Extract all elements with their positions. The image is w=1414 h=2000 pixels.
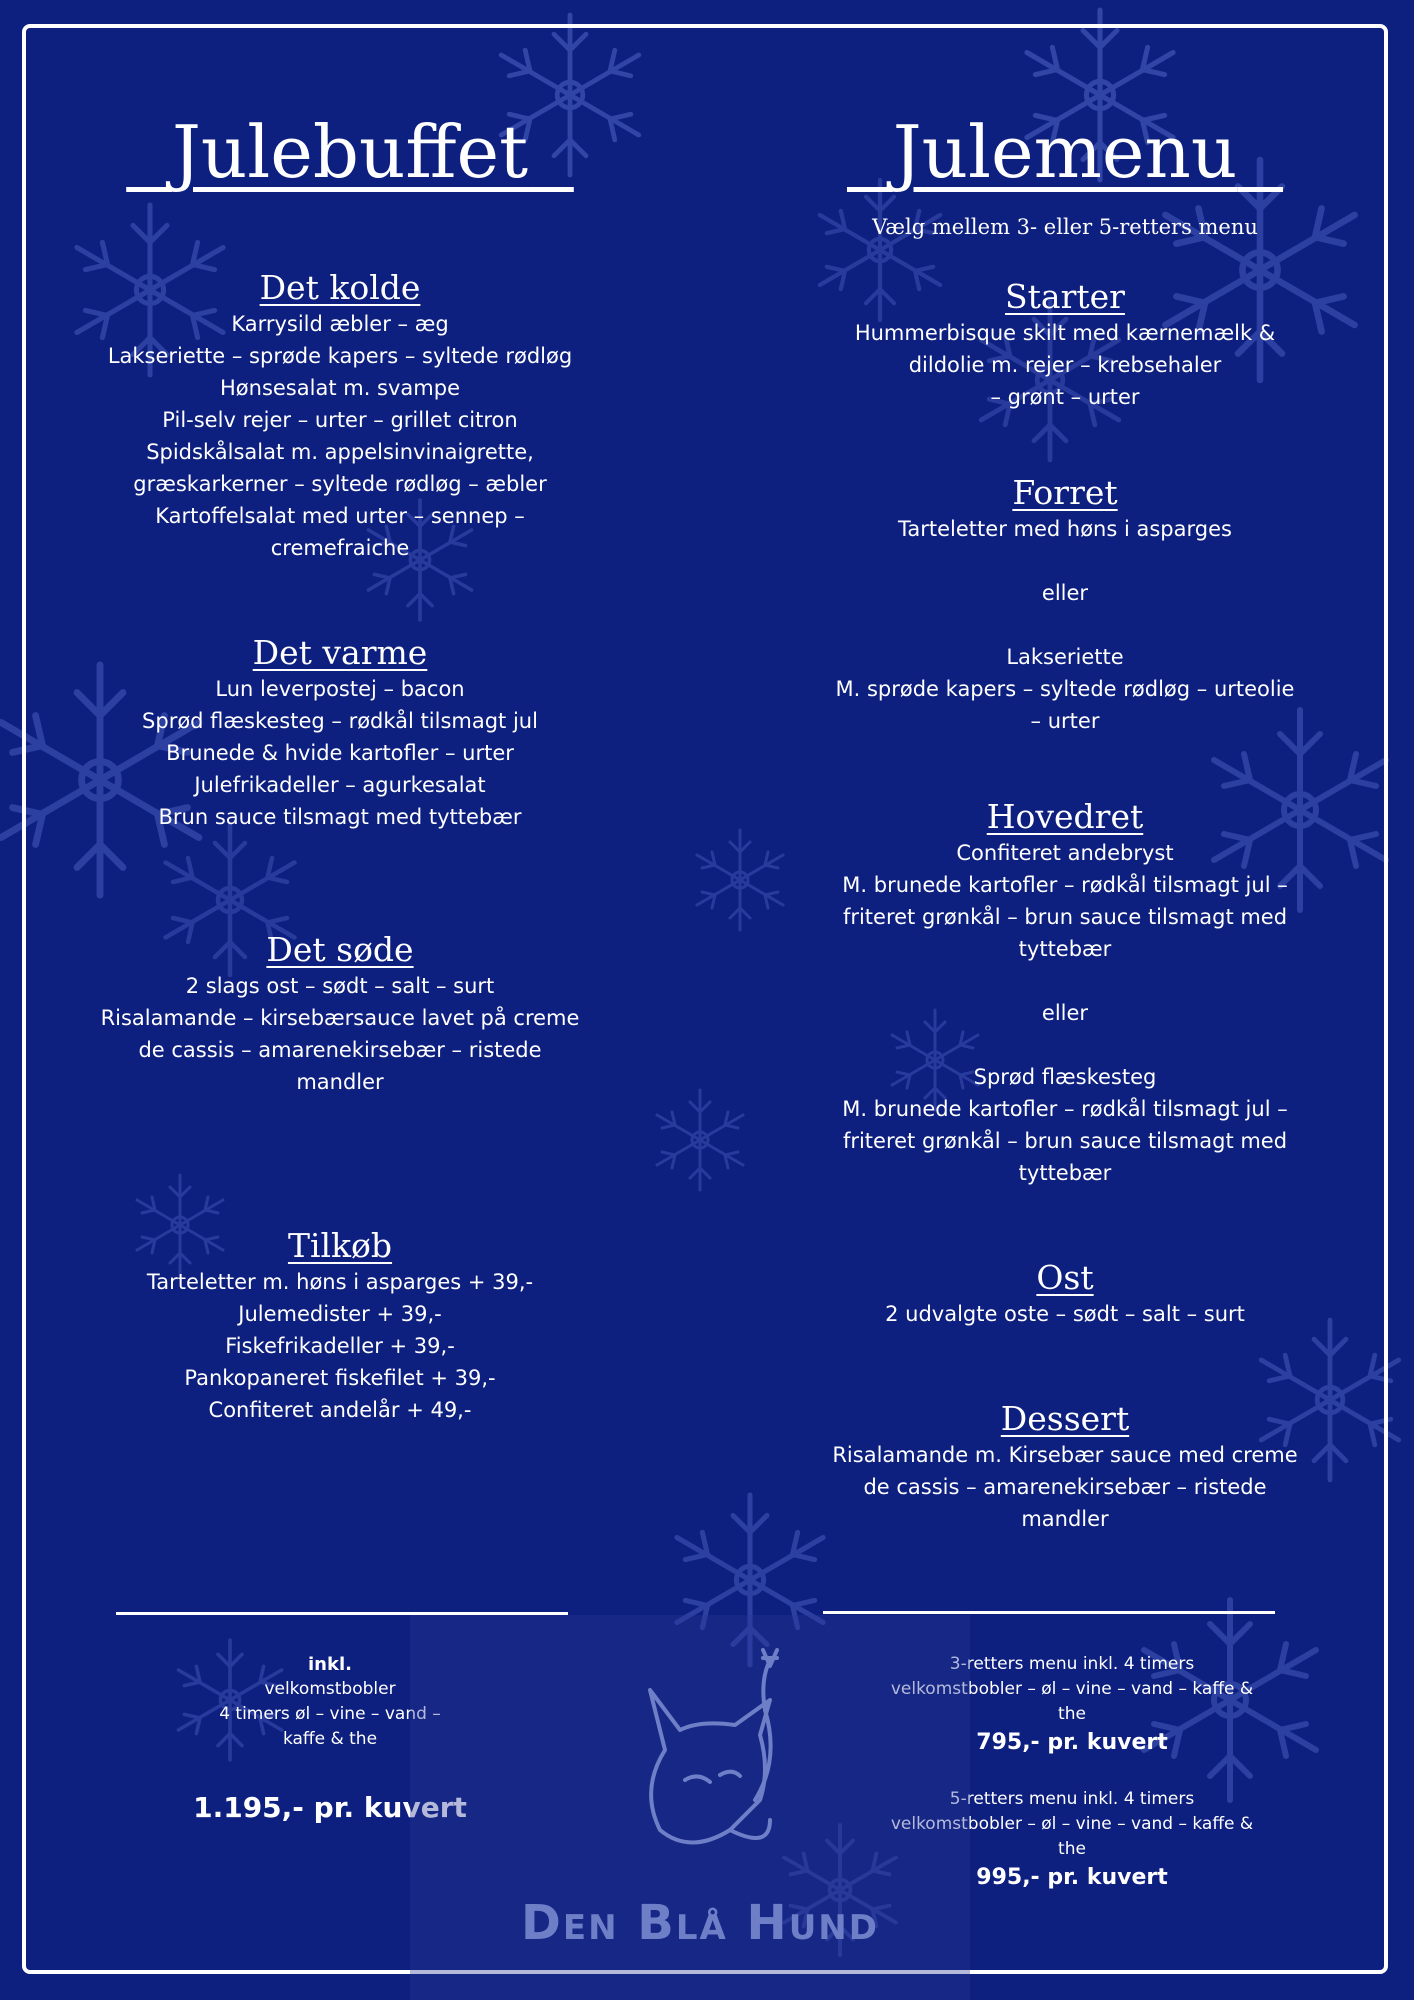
menu-price-5-amount: 995,- pr. kuvert (976, 1865, 1168, 1890)
list-item: the (1058, 1839, 1086, 1859)
list-item: Brun sauce tilsmagt med tyttebær (158, 805, 522, 829)
list-item: Confiteret andelår + 49,- (208, 1398, 472, 1422)
section-items (80, 1266, 600, 1426)
list-item: Fiskefrikadeller + 39,- (225, 1334, 455, 1358)
list-item: 2 udvalgte oste – sødt – salt – surt (885, 1302, 1245, 1326)
list-item: Hønsesalat m. svampe (220, 376, 460, 400)
list-item: Tarteletter m. høns i asparges + 39,- (146, 1270, 534, 1294)
list-item: Julemedister + 39,- (238, 1302, 442, 1326)
list-item: Tarteletter med høns i asparges (898, 517, 1232, 541)
menu-title: Julemenu (892, 110, 1238, 194)
section-heading: Det kolde (259, 268, 421, 307)
list-item (800, 609, 1330, 641)
buffet-title: Julebuffet (171, 110, 529, 194)
section-items (800, 317, 1330, 413)
section-heading: Ost (1036, 1258, 1094, 1297)
list-item: de cassis – amarenekirsebær – ristede (138, 1038, 542, 1062)
list-item: Sprød flæskesteg – rødkål tilsmagt jul (142, 709, 538, 733)
list-item: Risalamande m. Kirsebær sauce med creme (832, 1443, 1298, 1467)
list-item: Confiteret andebryst (956, 841, 1174, 865)
section-heading: Tilkøb (287, 1226, 393, 1265)
list-item: Hummerbisque skilt med kærnemælk & (854, 321, 1276, 345)
section-heading: Forret (1012, 473, 1118, 512)
incl-label: inkl. (308, 1654, 352, 1675)
list-item: – urter (1030, 709, 1100, 733)
list-item: M. sprøde kapers – syltede rødløg – urteolie (835, 677, 1295, 701)
section-starter (800, 277, 1330, 413)
section-heading: Det varme (252, 633, 428, 672)
list-item: Lakseriette – sprøde kapers – syltede rødløg (107, 344, 573, 368)
menu-subtitle: Vælg mellem 3- eller 5-retters menu (872, 215, 1258, 239)
list-item (800, 545, 1330, 577)
list-item: 3-retters menu inkl. 4 timers (949, 1654, 1195, 1674)
section-ost (800, 1258, 1330, 1330)
section-det-kolde (80, 268, 600, 564)
list-item: 5-retters menu inkl. 4 timers (949, 1789, 1195, 1809)
section-heading: Starter (1005, 277, 1125, 316)
fox-logo-icon (620, 1640, 800, 1870)
list-item: mandler (1021, 1507, 1109, 1531)
section-dessert (800, 1399, 1330, 1535)
list-item: the (1058, 1704, 1086, 1724)
buffet-price: 1.195,- pr. kuvert (193, 1791, 467, 1824)
section-items (800, 513, 1330, 737)
list-item: velkomstbobler (264, 1679, 396, 1699)
section-items (80, 673, 600, 833)
list-item: Pankopaneret fiskefilet + 39,- (184, 1366, 496, 1390)
section-items (80, 970, 600, 1098)
list-item: friteret grønkål – brun sauce tilsmagt med (842, 905, 1288, 929)
list-item: Kartoffelsalat med urter – sennep – (155, 504, 525, 528)
logo-text: Den Blå Hund (521, 1895, 879, 1951)
list-item: eller (1041, 581, 1089, 605)
list-item: tyttebær (1018, 937, 1112, 961)
list-item (800, 1029, 1330, 1061)
list-item: Spidskålsalat m. appelsinvinaigrette, (146, 440, 534, 464)
list-item: velkomstbobler – øl – vine – vand – kaffe & (890, 1814, 1254, 1834)
list-item: cremefraiche (270, 536, 410, 560)
list-item: M. brunede kartofler – rødkål tilsmagt jul – (842, 873, 1288, 897)
list-item: Risalamande – kirsebærsauce lavet på creme (100, 1006, 580, 1030)
list-item: dildolie m. rejer – krebsehaler (908, 353, 1222, 377)
list-item: mandler (296, 1070, 384, 1094)
list-item: eller (1041, 1001, 1089, 1025)
section-items (80, 308, 600, 564)
list-item: Brunede & hvide kartofler – urter (166, 741, 514, 765)
section-items (800, 1298, 1330, 1330)
list-item (800, 965, 1330, 997)
section-det-sode (80, 930, 600, 1098)
section-det-varme (80, 633, 600, 833)
list-item: 4 timers øl – vine – vand – (219, 1704, 441, 1724)
section-heading: Dessert (1000, 1399, 1130, 1438)
section-hovedret (800, 797, 1330, 1189)
list-item: kaffe & the (282, 1729, 378, 1749)
list-item: Karrysild æbler – æg (231, 312, 449, 336)
section-forret (800, 473, 1330, 737)
section-heading: Det søde (266, 930, 414, 969)
list-item: Lakseriette (1006, 645, 1124, 669)
list-item: Lun leverpostej – bacon (215, 677, 465, 701)
list-item: friteret grønkål – brun sauce tilsmagt med (842, 1129, 1288, 1153)
list-item: velkomstbobler – øl – vine – vand – kaffe & (890, 1679, 1254, 1699)
section-tilkob (80, 1226, 600, 1426)
list-item: Julefrikadeller – agurkesalat (194, 773, 486, 797)
list-item: Sprød flæskesteg (973, 1065, 1157, 1089)
list-item: de cassis – amarenekirsebær – ristede (863, 1475, 1267, 1499)
list-item: 2 slags ost – sødt – salt – surt (185, 974, 495, 998)
list-item: Pil-selv rejer – urter – grillet citron (162, 408, 518, 432)
section-items (800, 837, 1330, 1189)
list-item: græskarkerner – syltede rødløg – æbler (133, 472, 547, 496)
right-divider (823, 1611, 1275, 1614)
list-item: tyttebær (1018, 1161, 1112, 1185)
list-item: – grønt – urter (990, 385, 1140, 409)
section-items (800, 1439, 1330, 1535)
menu-price-3-amount: 795,- pr. kuvert (976, 1730, 1168, 1755)
section-heading: Hovedret (986, 797, 1144, 836)
list-item: M. brunede kartofler – rødkål tilsmagt jul – (842, 1097, 1288, 1121)
